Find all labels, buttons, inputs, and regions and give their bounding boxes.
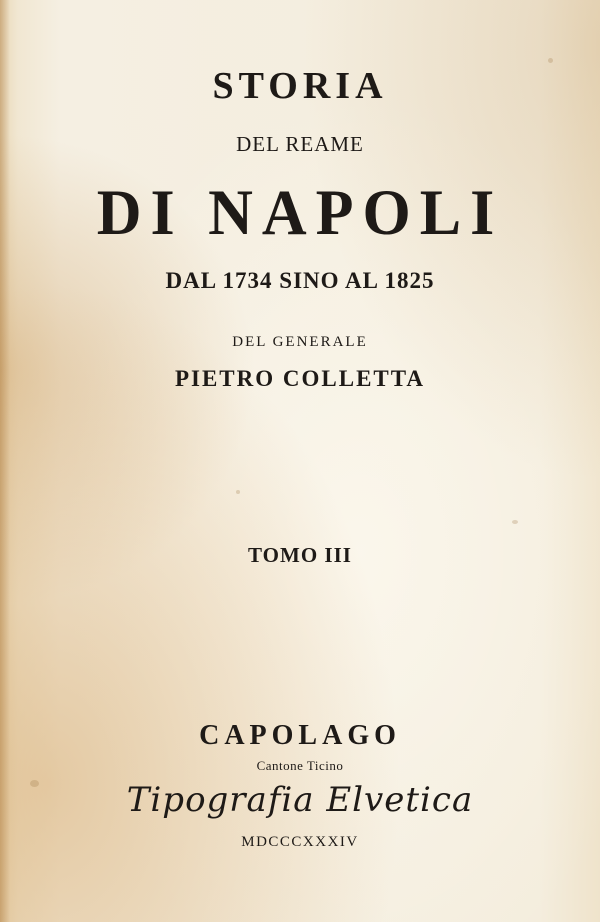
author-name: PIETRO COLLETTA [174,366,426,391]
foxing-spot [548,58,553,63]
title-storia: STORIA [212,65,388,107]
date-range: DAL 1734 SINO AL 1825 [165,268,435,293]
imprint-year: MDCCCXXXIV [241,834,359,850]
imprint-publisher: Tipografia Elvetica [126,780,474,820]
foxing-spot [236,490,240,494]
foxing-spot [512,520,518,524]
author-prefix: DEL GENERALE [232,334,368,350]
imprint-region: Cantone Ticino [256,758,344,773]
imprint-place: CAPOLAGO [199,720,401,751]
title-del-reame: DEL REAME [236,132,364,156]
volume-number: TOMO III [248,543,352,567]
title-di-napoli: DI NAPOLI [96,177,504,249]
